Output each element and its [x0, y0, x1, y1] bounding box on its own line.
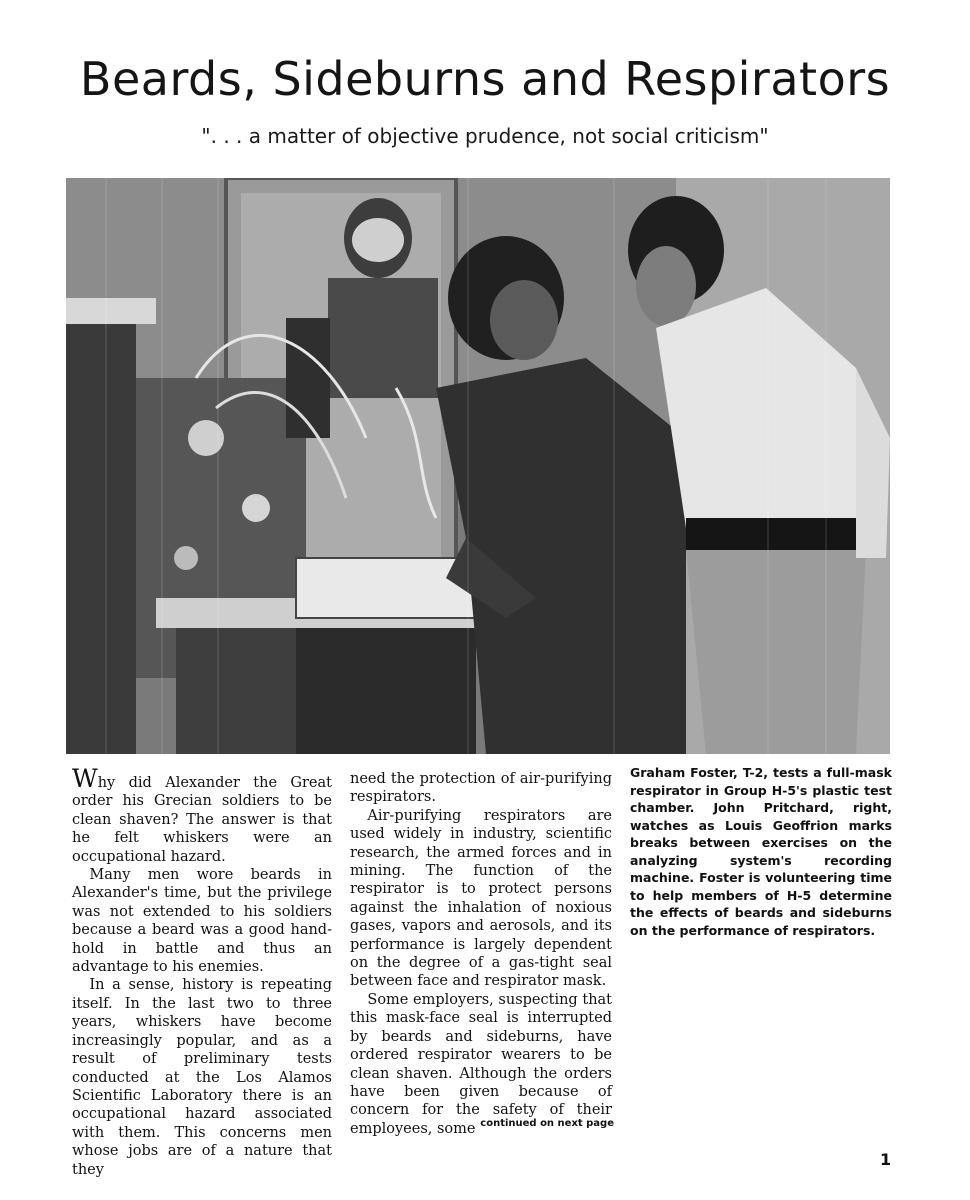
lab-photo-illustration: [66, 178, 890, 754]
article-paragraph: [72, 764, 332, 866]
drop-cap: W: [72, 764, 98, 793]
article-subtitle: ". . . a matter of objective prudence, not social criticism": [201, 124, 769, 148]
lab-photo: [66, 178, 890, 754]
photo-caption: Graham Foster, T-2, tests a full-mask respirator in Group H-5's plastic test chamber. John Pritchard, right, watches as Louis Geoffrion marks breaks between exercises on the analyzing system's recording machine. Foster is volunteering time to help members of H-5 determine the effects of beards and sideburns on the performance of respirators.: [630, 765, 892, 938]
article-column-2: [350, 770, 612, 1138]
article-paragraph: Many men wore beards in Alexander's time, but the privilege was not extended to his soldiers because a beard was a good hand-hold in battle and thus an advantage to his enemies.: [72, 867, 332, 976]
paragraph-text: hy did Alexander the Great order his Grecian soldiers to be clean shaven? The answer is that he felt whiskers were an occupational hazard.: [72, 775, 332, 865]
article-paragraph: need the protection of air-purifying respirators.: [350, 771, 612, 806]
article-paragraph: In a sense, history is repeating itself. In the last two to three years, whiskers have become increasingly popular, and as a result of preliminary tests conducted at the Los Alamos Scientific Laboratory there is an occupational hazard associated with them. This concerns men whose jobs are of a nature that they: [72, 977, 332, 1178]
page-number: 1: [880, 1150, 892, 1169]
article-column-1: [72, 764, 332, 1179]
continued-note: continued on next page: [480, 1118, 614, 1129]
article-paragraph: Air-purifying respirators are used widely in industry, scientific research, the armed forces and in mining. The function of the respirator is to protect persons against the inhalation of noxious gases, vapors and aerosols, and its performance is largely dependent on the degree of a gas-tight seal between face and respirator mask.: [350, 807, 612, 990]
article-title: Beards, Sideburns and Respirators: [79, 52, 891, 106]
article-paragraph: Some employers, suspecting that this mask-face seal is interrupted by beards and sideburns, have ordered respirator wearers to be clean shaven. Although the orders have been given because of concern for the safety of their employees, some: [350, 991, 612, 1137]
